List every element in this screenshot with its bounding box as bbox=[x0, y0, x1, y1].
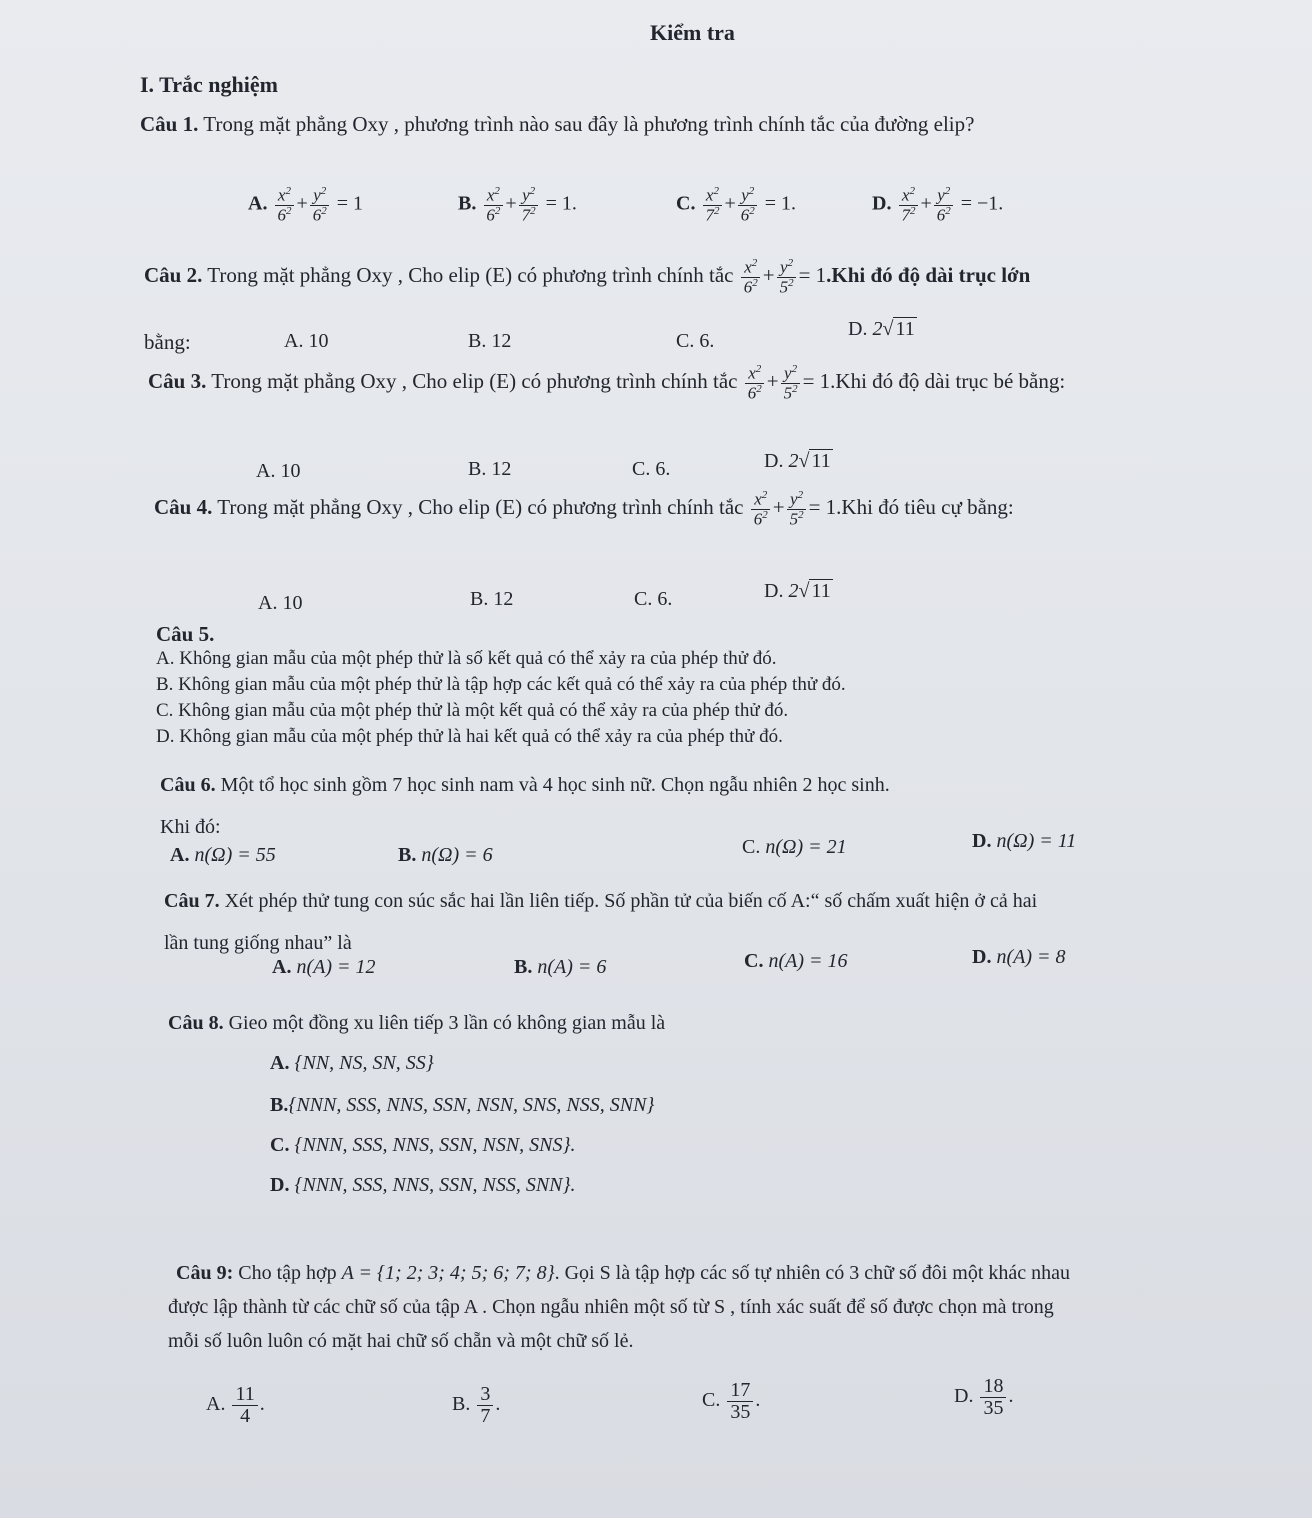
q3-option-d: D. 2√ 11 bbox=[764, 450, 831, 472]
q1-d-den-y: 6 bbox=[936, 205, 946, 225]
q1-c-den-y: 6 bbox=[740, 205, 750, 225]
q9-d-letter: D. bbox=[954, 1385, 974, 1408]
q4-option-c: C. 6. bbox=[634, 588, 673, 610]
q9-a-num: 11 bbox=[232, 1384, 257, 1406]
q9-option-d bbox=[954, 1376, 1013, 1419]
q1-option-a: A. $\frac{x^2}{6^2}$ + $\frac{y^2}{6^2}$ = 1 bbox=[248, 185, 364, 225]
q9-b-num: 3 bbox=[477, 1384, 493, 1406]
q2-option-d: D. 2√ 11 bbox=[848, 318, 915, 340]
q6-option-c bbox=[742, 836, 847, 859]
q4-option-b: B. 12 bbox=[470, 588, 514, 610]
question-2-after: .Khi đó độ dài trục lớn bbox=[826, 262, 1031, 287]
q1-c-den-x: 7 bbox=[705, 205, 714, 225]
q1-option-a-letter: A. bbox=[248, 192, 268, 215]
q7-b-letter: B. bbox=[514, 956, 533, 978]
q9-c-num: 17 bbox=[727, 1380, 753, 1402]
question-2-label: Câu 2. bbox=[144, 262, 203, 287]
q1-d-den-x: 7 bbox=[901, 205, 910, 225]
page-title: Kiểm tra bbox=[650, 20, 735, 45]
q6-d-expr: n(Ω) = 11 bbox=[996, 830, 1077, 852]
q6-option-a bbox=[170, 844, 276, 867]
question-9-set: A = {1; 2; 3; 4; 5; 6; 7; 8} bbox=[341, 1262, 555, 1284]
q9-a-den: 4 bbox=[240, 1405, 251, 1427]
q5-option-c: C. Không gian mẫu của một phép thử là một kết quả có thể xảy ra của phép thử đó. bbox=[156, 700, 789, 721]
q9-d-num: 18 bbox=[980, 1376, 1006, 1398]
q7-option-d bbox=[972, 946, 1066, 969]
q7-a-letter: A. bbox=[272, 956, 292, 978]
q8-option-a bbox=[270, 1052, 434, 1075]
q2-ellipse-b: 5 bbox=[779, 277, 789, 297]
q7-d-letter: D. bbox=[972, 946, 992, 968]
q8-b-letter: B. bbox=[270, 1094, 289, 1116]
question-6-text2: Khi đó: bbox=[160, 816, 221, 838]
question-8 bbox=[168, 1012, 665, 1035]
question-2: Câu 2. Trong mặt phẳng Oxy , Cho elip (E) có phương trình chính tắc $\frac{x^2}{6^2}$ + $\frac{y^2}{5^2}$ = 1.Khi đó độ dài trục lớn bbox=[144, 257, 1031, 297]
question-9-line2: được lập thành từ các chữ số của tập A . Chọn ngẫu nhiên một số từ S , tính xác suất để số được chọn mà trong bbox=[168, 1296, 1054, 1318]
q1-option-d: D. $\frac{x^2}{7^2}$ + $\frac{y^2}{6^2}$ = −1. bbox=[872, 185, 1004, 225]
q9-option-a bbox=[206, 1384, 265, 1427]
q1-a-rhs: = 1 bbox=[336, 192, 364, 215]
question-6 bbox=[160, 774, 890, 797]
q7-d-expr: n(A) = 8 bbox=[996, 946, 1066, 968]
q8-d-letter: D. bbox=[270, 1174, 290, 1196]
question-1 bbox=[140, 112, 974, 137]
q4-ellipse-b: 5 bbox=[789, 509, 799, 529]
question-7 bbox=[164, 890, 1037, 913]
question-4-after: .Khi đó tiêu cự bằng: bbox=[836, 494, 1014, 519]
q6-d-letter: D. bbox=[972, 830, 992, 852]
q7-c-letter: C. bbox=[744, 950, 764, 972]
q1-a-den-y: 6 bbox=[312, 205, 322, 225]
q7-a-expr: n(A) = 12 bbox=[296, 956, 376, 978]
q2-lead: bằng: bbox=[144, 330, 191, 354]
q2-ellipse-a: 6 bbox=[743, 277, 753, 297]
q4-ellipse-a: 6 bbox=[753, 509, 763, 529]
question-7-text2: lần tung giống nhau” là bbox=[164, 932, 352, 954]
question-3-text: Trong mặt phẳng Oxy , Cho elip (E) có phương trình chính tắc bbox=[211, 368, 738, 393]
question-7-text: Xét phép thử tung con súc sắc hai lần liên tiếp. Số phần tử của biến cố A:“ số chấm xuất hiện ở cả hai bbox=[224, 890, 1038, 912]
q9-c-den: 35 bbox=[730, 1401, 751, 1423]
q1-a-den-x: 6 bbox=[277, 205, 286, 225]
q9-a-letter: A. bbox=[206, 1393, 226, 1416]
question-6-text: Một tổ học sinh gồm 7 học sinh nam và 4 học sinh nữ. Chọn ngẫu nhiên 2 học sinh. bbox=[220, 774, 890, 796]
q6-option-b bbox=[398, 844, 493, 867]
question-9-label: Câu 9: bbox=[176, 1262, 234, 1284]
q6-c-expr: n(Ω) = 21 bbox=[765, 836, 847, 858]
q1-option-d-letter: D. bbox=[872, 192, 892, 215]
q4-option-d-letter: D. bbox=[764, 580, 784, 602]
q5-option-a: A. Không gian mẫu của một phép thử là số kết quả có thể xảy ra của phép thử đó. bbox=[156, 648, 777, 669]
q1-option-c-letter: C. bbox=[676, 192, 696, 215]
q1-d-rhs: = −1. bbox=[960, 192, 1004, 215]
q9-option-c bbox=[702, 1380, 760, 1423]
q3-ellipse-rhs: = 1 bbox=[802, 368, 831, 393]
q9-a-tail: . bbox=[259, 1393, 265, 1416]
q6-c-letter: C. bbox=[742, 836, 761, 858]
q8-b-expr: {NNN, SSS, NNS, SSN, NSN, SNS, NSS, SNN} bbox=[288, 1094, 655, 1116]
q1-option-b-letter: B. bbox=[458, 192, 477, 215]
q1-b-den-y: 7 bbox=[521, 205, 531, 225]
q2-sqrt-coef: 2 bbox=[872, 318, 883, 340]
q2-ellipse-rhs: = 1 bbox=[798, 262, 827, 287]
q8-c-expr: {NNN, SSS, NNS, SSN, NSN, SNS}. bbox=[294, 1134, 576, 1156]
q6-b-letter: B. bbox=[398, 844, 417, 866]
q2-sqrt-radicand: 11 bbox=[895, 318, 915, 340]
q9-b-letter: B. bbox=[452, 1393, 471, 1416]
q4-sqrt-coef: 2 bbox=[788, 580, 799, 602]
q3-ellipse-a: 6 bbox=[747, 383, 757, 403]
question-8-text: Gieo một đồng xu liên tiếp 3 lần có không gian mẫu là bbox=[228, 1012, 666, 1034]
question-4-label: Câu 4. bbox=[154, 494, 213, 519]
q4-ellipse-rhs: = 1 bbox=[808, 494, 837, 519]
question-8-label: Câu 8. bbox=[168, 1012, 224, 1034]
q6-option-d bbox=[972, 830, 1076, 853]
q6-b-expr: n(Ω) = 6 bbox=[421, 844, 493, 866]
q4-sqrt-radicand: 11 bbox=[811, 580, 831, 602]
q9-d-tail: . bbox=[1008, 1385, 1014, 1408]
q6-a-expr: n(Ω) = 55 bbox=[194, 844, 276, 866]
q2-option-a: A. 10 bbox=[284, 330, 329, 352]
q9-b-tail: . bbox=[495, 1393, 501, 1416]
q1-option-b: B. $\frac{x^2}{6^2}$ + $\frac{y^2}{7^2}$ = 1. bbox=[458, 185, 577, 225]
question-9-text-b: . Gọi S là tập hợp các số tự nhiên có 3 chữ số đôi một khác nhau bbox=[554, 1262, 1071, 1284]
q8-d-expr: {NNN, SSS, NNS, SSN, NSS, SNN}. bbox=[294, 1174, 576, 1196]
q9-c-tail: . bbox=[755, 1389, 761, 1412]
question-9-line3: mỗi số luôn luôn có mặt hai chữ số chẵn và một chữ số lẻ. bbox=[168, 1330, 634, 1352]
section-heading: I. Trắc nghiệm bbox=[140, 72, 278, 97]
q2-option-d-letter: D. bbox=[848, 318, 868, 340]
q3-option-a: A. 10 bbox=[256, 460, 301, 482]
q1-b-rhs: = 1. bbox=[545, 192, 577, 215]
q3-option-b: B. 12 bbox=[468, 458, 512, 480]
q2-option-b: B. 12 bbox=[468, 330, 512, 352]
q9-b-den: 7 bbox=[480, 1405, 491, 1427]
question-9-text-a: Cho tập hợp bbox=[238, 1262, 337, 1284]
q8-a-expr: {NN, NS, SN, SS} bbox=[294, 1052, 434, 1074]
q9-c-letter: C. bbox=[702, 1389, 721, 1412]
question-4-text: Trong mặt phẳng Oxy , Cho elip (E) có phương trình chính tắc bbox=[217, 494, 744, 519]
q3-sqrt-coef: 2 bbox=[788, 450, 799, 472]
question-2-text: Trong mặt phẳng Oxy , Cho elip (E) có phương trình chính tắc bbox=[207, 262, 734, 287]
question-1-text: Trong mặt phẳng Oxy , phương trình nào sau đây là phương trình chính tắc của đường elip? bbox=[203, 112, 975, 136]
q7-option-b bbox=[514, 956, 606, 979]
q4-option-a: A. 10 bbox=[258, 592, 303, 614]
q7-b-expr: n(A) = 6 bbox=[537, 956, 607, 978]
q3-sqrt-radicand: 11 bbox=[811, 450, 831, 472]
question-6-label: Câu 6. bbox=[160, 774, 216, 796]
q3-ellipse-b: 5 bbox=[783, 383, 793, 403]
question-3-label: Câu 3. bbox=[148, 368, 207, 393]
q8-c-letter: C. bbox=[270, 1134, 290, 1156]
question-9 bbox=[176, 1262, 1070, 1285]
question-1-label: Câu 1. bbox=[140, 112, 199, 136]
question-5-label: Câu 5. bbox=[156, 622, 215, 646]
q9-d-den: 35 bbox=[983, 1397, 1004, 1419]
q8-a-letter: A. bbox=[270, 1052, 290, 1074]
question-7-label: Câu 7. bbox=[164, 890, 220, 912]
q4-option-d: D. 2√ 11 bbox=[764, 580, 831, 602]
q9-option-b bbox=[452, 1384, 500, 1427]
q5-option-d: D. Không gian mẫu của một phép thử là hai kết quả có thể xảy ra của phép thử đó. bbox=[156, 726, 783, 747]
q3-option-d-letter: D. bbox=[764, 450, 784, 472]
q1-c-rhs: = 1. bbox=[764, 192, 797, 215]
question-4: Câu 4. Trong mặt phẳng Oxy , Cho elip (E) có phương trình chính tắc $\frac{x^2}{6^2}$ + $\frac{y^2}{5^2}$ = 1.Khi đó tiêu cự bằng: bbox=[154, 489, 1014, 529]
q5-option-b: B. Không gian mẫu của một phép thử là tập hợp các kết quả có thể xảy ra của phép thử đó. bbox=[156, 674, 846, 695]
q6-a-letter: A. bbox=[170, 844, 190, 866]
question-3: Câu 3. Trong mặt phẳng Oxy , Cho elip (E) có phương trình chính tắc $\frac{x^2}{6^2}$ + $\frac{y^2}{5^2}$ = 1.Khi đó độ dài trục bé bằng: bbox=[148, 363, 1066, 403]
q7-option-c bbox=[744, 950, 848, 973]
q1-option-c: C. $\frac{x^2}{7^2}$ + $\frac{y^2}{6^2}$ = 1. bbox=[676, 185, 797, 225]
question-3-after: .Khi đó độ dài trục bé bằng: bbox=[830, 368, 1066, 393]
q2-option-c: C. 6. bbox=[676, 330, 715, 352]
q3-option-c: C. 6. bbox=[632, 458, 671, 480]
q7-c-expr: n(A) = 16 bbox=[768, 950, 848, 972]
q8-option-b bbox=[270, 1094, 654, 1117]
q8-option-c bbox=[270, 1134, 576, 1157]
q7-option-a bbox=[272, 956, 376, 979]
q8-option-d bbox=[270, 1174, 576, 1197]
q1-b-den-x: 6 bbox=[486, 205, 495, 225]
